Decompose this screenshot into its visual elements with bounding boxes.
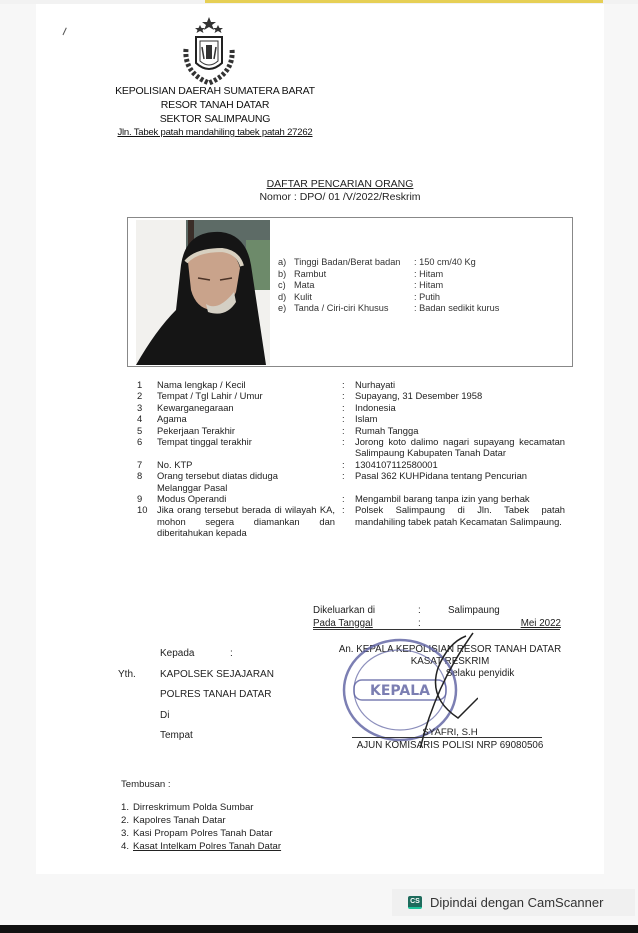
camscanner-text: Dipindai dengan CamScanner <box>430 895 604 910</box>
header-resort: RESOR TANAH DATAR <box>160 99 270 111</box>
tembusan-item: 3. Kasi Propam Polres Tanah Datar <box>121 828 273 839</box>
field-row: 4 Agama : Islam <box>137 413 378 425</box>
date-value: Mei 2022 <box>520 618 561 629</box>
tembusan-title: Tembusan : <box>121 779 171 790</box>
field-row: 1 Nama lengkap / Kecil : Nurhayati <box>137 379 396 390</box>
identity-fields <box>137 379 567 539</box>
phys-row: e) Tanda / Ciri-ciri Khusus : Badan sedikit kurus <box>278 303 500 314</box>
tembusan-list <box>121 778 281 853</box>
yellow-edge <box>205 0 603 3</box>
camscanner-icon: CS <box>408 896 422 909</box>
phys-row: c) Mata : Hitam <box>278 280 444 291</box>
signatory-rank: AJUN KOMISARIS POLISI NRP 69080506 <box>356 740 544 751</box>
title-number: Nomor : DPO/ 01 /V/2022/Reskrim <box>259 191 421 203</box>
signatory-block: An. KEPALA KEPOLISIAN RESOR TANAH DATAR KASAT RESKRIM Selaku penyidik <box>338 644 562 679</box>
document-title <box>240 178 440 204</box>
issued-at-value: Salimpaung <box>448 605 500 616</box>
field-row: 7 No. KTP : 1304107112580001 <box>137 458 438 470</box>
camscanner-watermark <box>392 889 635 916</box>
field-row: 10 Jika orang tersebut berada di wilayah KA, mohon segera diamankan dan diberitahukan kepada : Polsek Salimpaung di Jln. Tabek patah mandahiling tabek patah Kecamatan Salimpaung. <box>137 504 565 539</box>
tembusan-item: 4. Kasat Intelkam Polres Tanah Datar <box>121 841 282 852</box>
recipient-block: Kepada : Yth. KAPOLSEK SEJAJARAN POLRES TANAH DATAR Di Tempat <box>118 648 274 741</box>
phys-row: b) Rambut : Hitam <box>278 268 444 279</box>
police-crest-icon <box>176 15 242 87</box>
physical-description <box>278 257 534 315</box>
svg-text:KEPALA: KEPALA <box>370 683 430 699</box>
field-row: 9 Modus Operandi : Mengambil barang tanpa izin yang berhak <box>137 493 530 505</box>
issue-info: Dikeluarkan di : Salimpaung Pada Tanggal : Mei 2022 <box>313 605 561 629</box>
person-photo-icon <box>136 220 270 365</box>
header-address: Jln. Tabek patah mandahiling tabek patah 27262 <box>117 127 313 138</box>
field-row: 6 Tempat tinggal terakhir : Jorong koto dalimo nagari supayang kecamatan Salimpaung Kabupaten Tanah Datar <box>137 436 565 459</box>
suspect-photo <box>136 220 270 365</box>
phys-row: d) Kulit : Putih <box>278 291 441 302</box>
signatory-name: SYAFRI, S.H <box>422 727 478 738</box>
issued-at-label: Dikeluarkan di <box>313 605 376 616</box>
signature-line <box>352 737 542 738</box>
phys-row: a) Tinggi Badan/Berat badan : 150 cm/40 Kg <box>278 257 476 267</box>
header-sector: SEKTOR SALIMPAUNG <box>159 113 271 125</box>
bottom-bar <box>0 925 638 933</box>
field-row: 3 Kewarganegaraan : Indonesia <box>137 401 396 413</box>
field-row: 2 Tempat / Tgl Lahir / Umur : Supayang, 31 Desember 1958 <box>137 390 483 402</box>
title-heading: DAFTAR PENCARIAN ORANG <box>266 178 414 190</box>
date-label: Pada Tanggal <box>313 618 373 629</box>
tembusan-item: 1. Dirreskrimum Polda Sumbar <box>121 802 254 813</box>
header-institution: KEPOLISIAN DAERAH SUMATERA BARAT <box>115 85 315 97</box>
field-row: 8 Orang tersebut diatas diduga Melanggar Pasal : Pasal 362 KUHPidana tentang Pencurian <box>137 470 527 493</box>
field-row: 5 Pekerjaan Terakhir : Rumah Tangga <box>137 424 419 436</box>
tembusan-item: 2. Kapolres Tanah Datar <box>121 815 226 826</box>
